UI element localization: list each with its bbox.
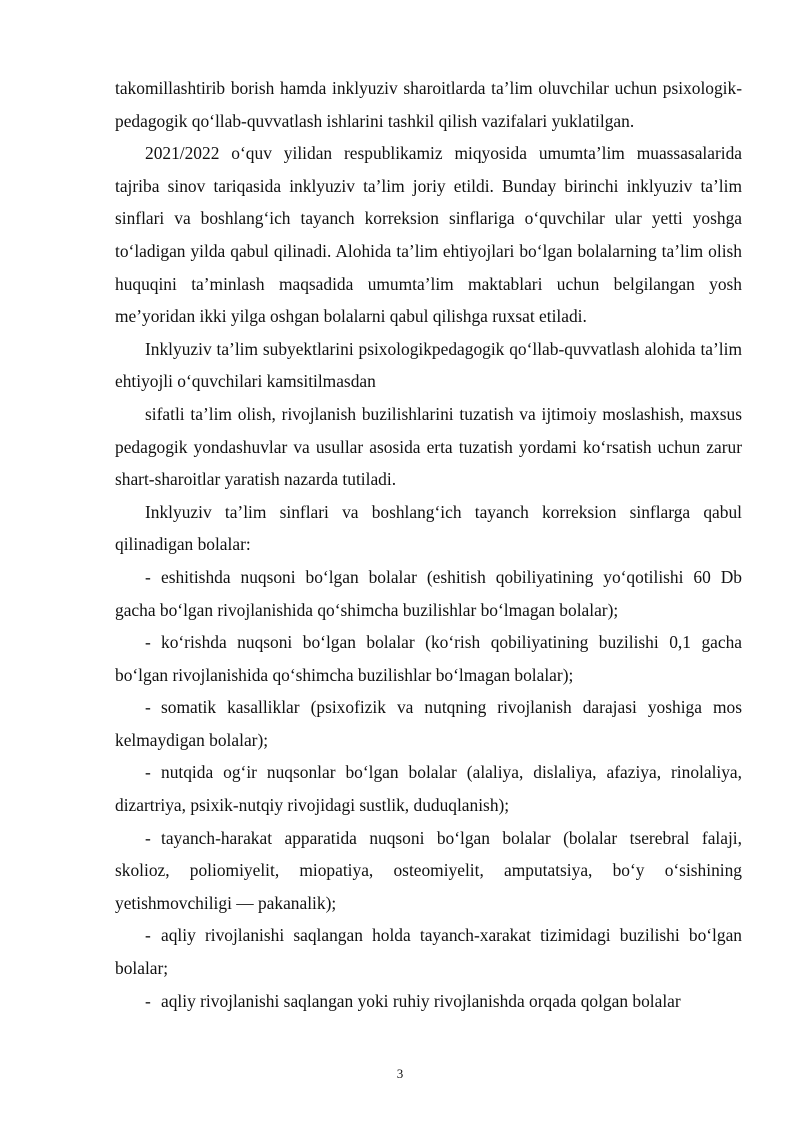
list-item-text: aqliy rivojlanishi saqlangan yoki ruhiy rivojlanishda orqada qolgan bolalar (161, 990, 681, 1011)
paragraph-quality-education: sifatli ta’lim olish, rivojlanish buzilishlarini tuzatish va ijtimoiy moslashish, maxsus pedagogik yondashuvlar va usullar asosida erta tuzatish yordami ko‘rsatish uchun zarur shart-sharoitlar yaratish nazarda tutiladi. (115, 403, 742, 490)
paragraph-continuation: takomillashtirib borish hamda inklyuziv sharoitlarda ta’lim oluvchilar uchun psixologik-pedagogik qo‘llab-quvvatlash ishlarini tashkil qilish vazifalari yuklatilgan. (115, 78, 742, 131)
list-marker: - (145, 697, 151, 718)
list-marker: - (145, 827, 151, 848)
list-item-text: ko‘rishda nuqsoni bo‘lgan bolalar (ko‘rish qobiliyatining buzilishi 0,1 gacha bo‘lgan rivojlanishida qo‘shimcha buzilishlar bo‘lmagan bolalar); (115, 632, 742, 685)
page-number: 3 (396, 1066, 404, 1081)
list-item-text: aqliy rivojlanishi saqlangan holda tayanch-xarakat tizimidagi buzilishi bo‘lgan bolalar; (115, 925, 742, 979)
list-item (115, 985, 742, 1018)
list-item (115, 822, 742, 920)
list-marker: - (145, 566, 151, 587)
list-item (115, 756, 742, 821)
list-item-text: eshitishda nuqsoni bo‘lgan bolalar (eshitish qobiliyatining yo‘qotilishi 60 Db gacha bo‘lgan rivojlanishida qo‘shimcha buzilishlar bo‘lmagan bolalar); (115, 566, 742, 620)
paragraph-admitted-children: Inklyuziv ta’lim sinflari va boshlang‘ich tayanch korreksion sinflarga qabul qilinadigan bolalar: (115, 501, 742, 555)
paragraph-psychological-support: Inklyuziv ta’lim subyektlarini psixologikpedagogik qo‘llab-quvvatlash alohida ta’lim ehtiyojli o‘quvchilari kamsitilmasdan (115, 338, 742, 392)
list-marker: - (145, 632, 151, 653)
list-marker: - (145, 990, 151, 1011)
list-marker: - (145, 762, 151, 783)
list-item (115, 919, 742, 984)
paragraph-inclusive-education-start: 2021/2022 o‘quv yilidan respublikamiz miqyosida umumta’lim muassasalarida tajriba sinov tariqasida inklyuziv ta’lim joriy etildi. Bunday birinchi inklyuziv ta’lim sinflari va boshlang‘ich tayanch korreksion sinflariga o‘quvchilar ular yetti yoshga to‘ladigan yilda qabul qilinadi. Alohida ta’lim ehtiyojlari bo‘lgan bolalarning ta’lim olish huquqini ta’minlash maqsadida umumta’lim maktablari uchun belgilangan yosh me’yoridan ikki yilga oshgan bolalarni qabul qilishga ruxsat etiladi. (115, 143, 742, 327)
list-item-text: tayanch-harakat apparatida nuqsoni bo‘lgan bolalar (bolalar tserebral falaji, skolioz, poliomiyelit, miopatiya, osteomiyelit, amputatsiya, bo‘y o‘sishining yetishmovchiligi — pakanalik); (115, 827, 742, 913)
list-item-text: somatik kasalliklar (psixofizik va nutqning rivojlanish darajasi yoshiga mos kelmaydigan bolalar); (115, 697, 742, 750)
list-item (115, 561, 742, 626)
list-item-text: nutqida og‘ir nuqsonlar bo‘lgan bolalar (alaliya, dislaliya, afaziya, rinolaliya, dizartriya, psixik-nutqiy rivojidagi sustlik, duduqlanish); (115, 762, 742, 816)
list-item (115, 691, 742, 756)
list-item (115, 626, 742, 691)
list-marker: - (145, 925, 151, 946)
document-page (115, 72, 742, 1017)
